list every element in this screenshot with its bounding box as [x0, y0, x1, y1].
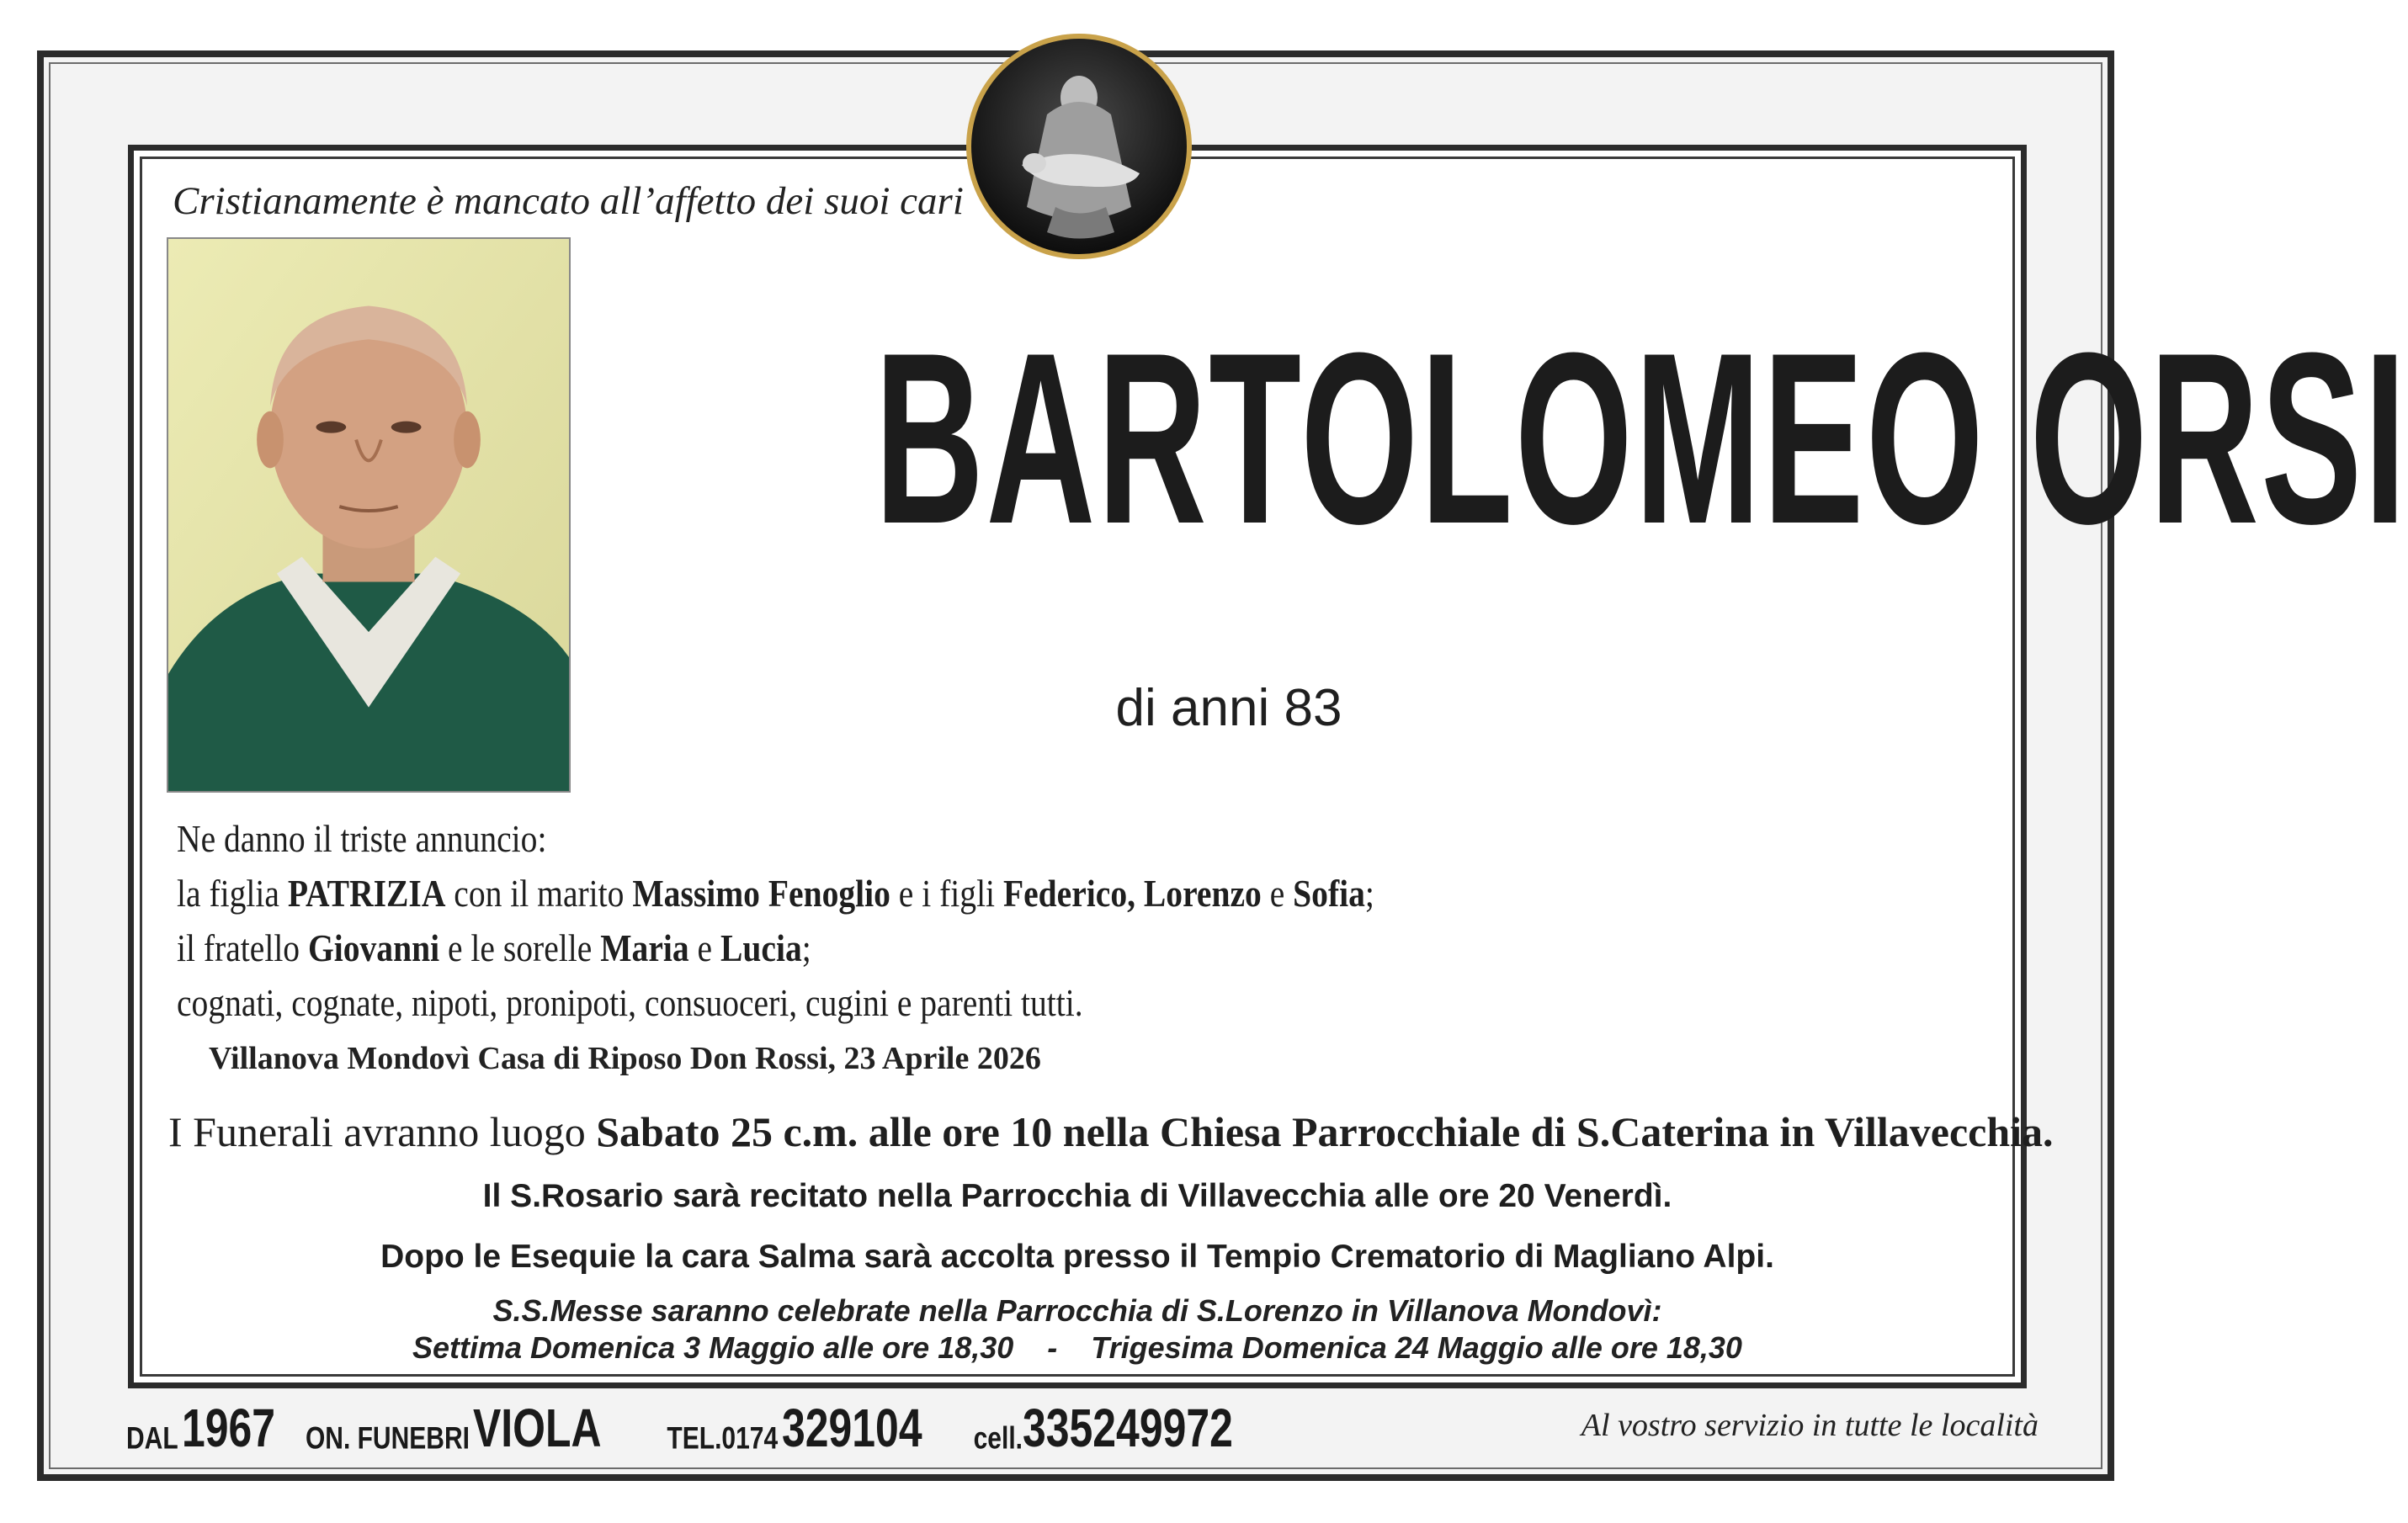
- portrait-image: [168, 239, 569, 791]
- footer-year: 1967: [182, 1398, 276, 1458]
- funeral-home-footer: [126, 1397, 1292, 1464]
- portrait-photo: [167, 237, 571, 793]
- footer-tel-label: TEL.0174: [667, 1420, 779, 1456]
- text-fragment: il fratello: [177, 926, 308, 969]
- text-fragment: I Funerali avranno luogo: [168, 1108, 597, 1155]
- footer-tagline: Al vostro servizio in tutte le località: [1581, 1408, 2039, 1443]
- footer-dal: DAL: [126, 1420, 178, 1456]
- mourners-announcement: [177, 811, 1374, 1030]
- text-fragment: ;: [1364, 872, 1374, 915]
- funeral-details: Sabato 25 c.m. alle ore 10 nella Chiesa Parrocchiale di S.Caterina in Villavecchia.: [596, 1108, 2054, 1155]
- text-fragment: e le sorelle: [439, 926, 601, 969]
- footer-tel-number: 329104: [781, 1398, 922, 1458]
- text-fragment: e: [1261, 872, 1294, 915]
- intro-line: Cristianamente è mancato all’affetto dei suoi cari: [173, 179, 964, 223]
- grandchild-name: Sofia: [1293, 872, 1365, 915]
- mourners-line-siblings: [177, 921, 1374, 975]
- deceased-age: di anni 83: [1115, 679, 1342, 737]
- brother-name: Giovanni: [307, 926, 440, 969]
- masses-info: [168, 1292, 1986, 1366]
- son-in-law-name: Massimo Fenoglio: [632, 872, 890, 915]
- deceased-name: BARTOLOMEO ORSI: [874, 302, 2408, 575]
- sister-name: Maria: [600, 926, 689, 969]
- masses-line-1: S.S.Messe saranno celebrate nella Parrocchia di S.Lorenzo in Villanova Mondovì:: [492, 1293, 1662, 1328]
- rosary-info: Il S.Rosario sarà recitato nella Parrocchia di Villavecchia alle ore 20 Venerdì.: [482, 1178, 1672, 1214]
- sister-name: Lucia: [720, 926, 802, 969]
- funeral-info: [168, 1107, 2054, 1156]
- text-fragment: ;: [801, 926, 811, 969]
- pieta-medallion: [966, 34, 1192, 259]
- footer-on-funebri: ON. FUNEBRI: [305, 1420, 470, 1456]
- pieta-sculpture-image: [971, 39, 1187, 254]
- place-and-date: Villanova Mondovì Casa di Riposo Don Rossi, 23 Aprile 2026: [209, 1041, 1041, 1076]
- mourners-line-daughter: [177, 866, 1374, 921]
- text-fragment: e: [688, 926, 721, 969]
- footer-cell-label: cell.: [973, 1420, 1023, 1456]
- mourners-line-relatives: cognati, cognate, nipoti, pronipoti, consuoceri, cugini e parenti tutti.: [177, 981, 1083, 1024]
- grandchildren-names: Federico, Lorenzo: [1002, 872, 1262, 915]
- footer-company-name: VIOLA: [473, 1398, 602, 1458]
- text-fragment: e i figli: [890, 872, 1003, 915]
- masses-line-2: Settima Domenica 3 Maggio alle ore 18,30 - Trigesima Domenica 24 Maggio alle ore 18,30: [412, 1330, 1742, 1365]
- text-fragment: con il marito: [445, 872, 633, 915]
- cremation-info: Dopo le Esequie la cara Salma sarà accolta presso il Tempio Crematorio di Magliano Alpi.: [380, 1239, 1774, 1275]
- mourners-line-intro: Ne danno il triste annuncio:: [177, 817, 547, 860]
- daughter-name: PATRIZIA: [287, 872, 446, 915]
- footer-cell-number: 335249972: [1022, 1398, 1233, 1458]
- text-fragment: la figlia: [177, 872, 288, 915]
